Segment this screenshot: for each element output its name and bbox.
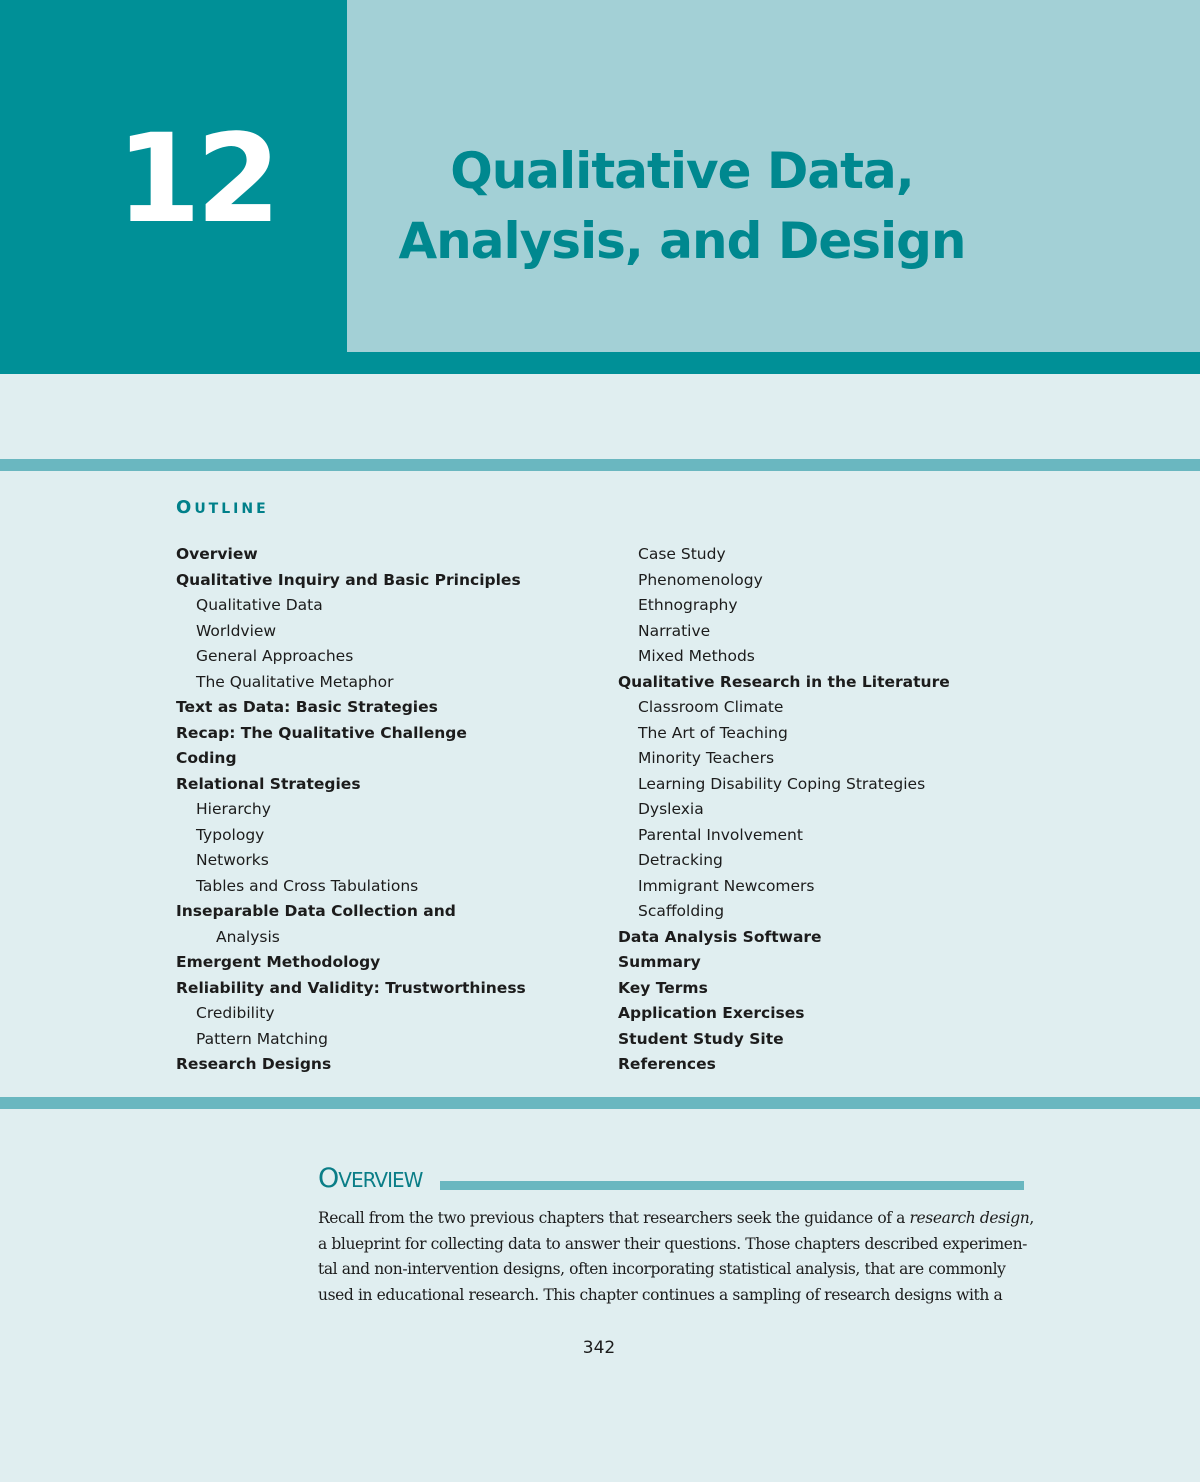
outline-item: Qualitative Inquiry and Basic Principles [176,570,521,589]
outline-item: Dyslexia [638,800,704,818]
outline-item: Pattern Matching [196,1029,328,1048]
overview-heading-rule [440,1181,1024,1190]
research-design-term: research design [909,1209,1030,1227]
outline-item: Qualitative Data [196,596,323,614]
outline-item: Classroom Climate [638,698,784,716]
outline-item: Case Study [638,545,726,563]
outline-item: Mixed Methods [638,647,755,665]
outline-item: Key Terms [618,978,708,997]
overview-line-2: a blueprint for collecting data to answer their questions. Those chapters described experimen- [318,1234,1027,1253]
outline-heading: OUTLINE [176,497,269,518]
chapter-title-line-2: Analysis, and Design [398,212,966,270]
overview-line-1: Recall from the two previous chapters that researchers seek the guidance of a research design, [318,1209,1034,1227]
outline-item: Detracking [638,851,723,869]
outline-item: Analysis [216,927,280,946]
outline-item: Text as Data: Basic Strategies [176,698,438,716]
overview-line-4: used in educational research. This chapter continues a sampling of research designs with a [318,1285,1003,1304]
outline-item: General Approaches [196,647,354,665]
outline-item: Credibility [196,1004,275,1022]
overview-line-3: tal and non-intervention designs, often incorporating statistical analysis, that are commonly [318,1260,1006,1278]
outline-item: Reliability and Validity: Trustworthiness [176,978,526,997]
chapter-title [347,136,1017,276]
outline-item: Ethnography [638,596,738,614]
outline-item: References [618,1055,716,1073]
outline-item: Typology [196,825,265,844]
outline-item: Emergent Methodology [176,953,381,971]
outline-item: Networks [196,851,269,869]
outline-item: The Qualitative Metaphor [196,672,394,691]
outline-item: Narrative [638,621,711,640]
outline-item: Parental Involvement [638,825,803,844]
outline-item: Minority Teachers [638,749,775,767]
outline-item: Hierarchy [196,800,271,818]
outline-bottom-rule [0,1097,1200,1109]
chapter-title-line-1: Qualitative Data, [450,142,914,200]
outline-top-rule [0,459,1200,471]
outline-item: Scaffolding [638,902,725,920]
outline-item: Phenomenology [638,570,763,589]
page-number: 342 [582,1338,616,1358]
outline-right-column [618,542,1038,1078]
outline-item: Qualitative Research in the Literature [618,672,950,691]
outline-item: The Art of Teaching [638,723,788,742]
outline-item: Student Study Site [618,1029,784,1048]
outline-item: Inseparable Data Collection and [176,902,456,920]
overview-paragraph [318,1206,1034,1308]
outline-item: Application Exercises [618,1004,805,1022]
outline-item: Relational Strategies [176,774,361,793]
outline-item: Research Designs [176,1055,332,1073]
outline-item: Worldview [196,621,277,640]
outline-item: Data Analysis Software [618,927,822,946]
outline-item: Overview [176,545,258,563]
outline-item: Coding [176,749,237,767]
outline-item: Tables and Cross Tabulations [196,876,419,895]
chapter-number: 12 [116,108,276,250]
outline-item: Learning Disability Coping Strategies [638,774,926,793]
header-bottom-band [347,352,1200,374]
overview-heading: OVERVIEW [318,1163,423,1194]
outline-item: Summary [618,953,701,971]
outline-item: Immigrant Newcomers [638,876,815,895]
outline-item: Recap: The Qualitative Challenge [176,723,467,742]
outline-left-column [176,542,596,1078]
